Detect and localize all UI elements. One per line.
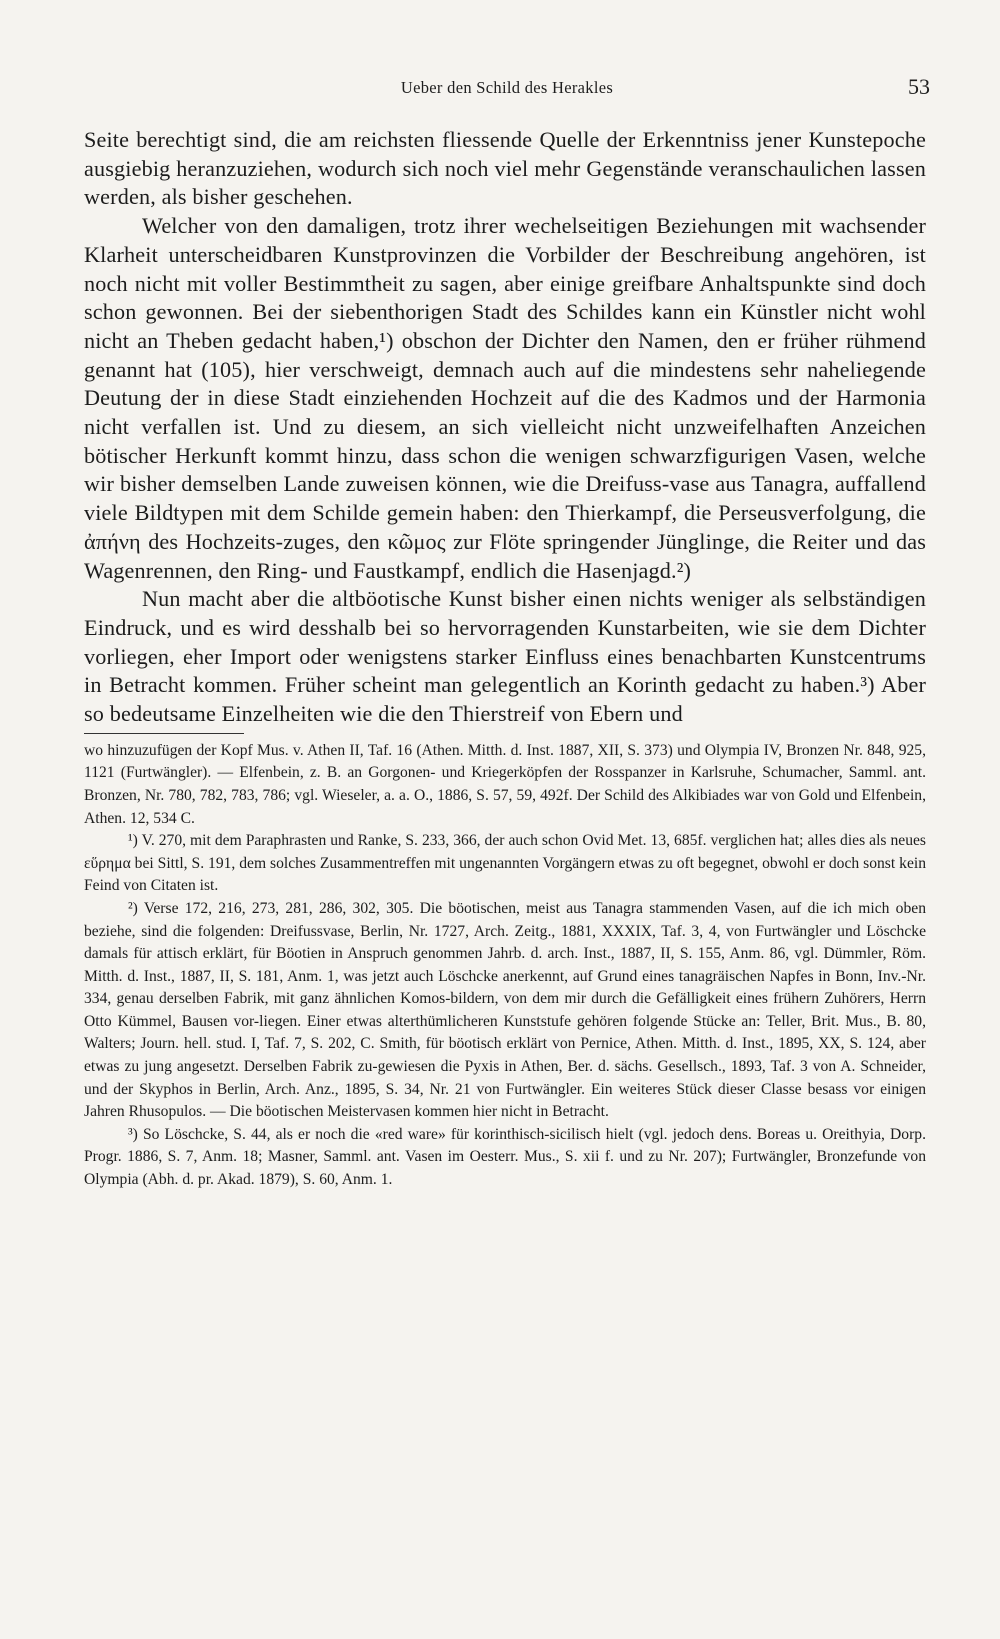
footnotes — [84, 740, 926, 1192]
footnote-3: ³) So Löschcke, S. 44, als er noch die «red ware» für korinthisch-sicilisch hielt (vgl. jedoch dens. Boreas u. Oreithyia, Dorp. Progr. 1886, S. 7, Anm. 18; Masner, Samml. ant. Vasen im Oesterr. Mus., S. xii f. und zu Nr. 207); Furtwängler, Bronzefunde von Olympia (Abh. d. pr. Akad. 1879), S. 60, Anm. 1. — [84, 1125, 926, 1189]
main-text — [84, 126, 926, 729]
page-number: 53 — [908, 74, 930, 99]
running-header — [84, 74, 930, 108]
paragraph: Nun macht aber die altböotische Kunst bisher einen nichts weniger als selbständigen Eindruck, und es wird desshalb bei so hervorragenden Kunstarbeiten, wie sie dem Dichter vorliegen, eher Import oder wenigstens starker Einfluss eines benachbarten Kunstcentrums in Betracht kommen. Früher scheint man gelegentlich an Korinth gedacht zu haben.³) Aber so bedeutsame Einzelheiten wie die den Thierstreif von Ebern und — [84, 586, 926, 727]
footnote-1: ¹) V. 270, mit dem Paraphrasten und Ranke, S. 233, 366, der auch schon Ovid Met. 13, 685f. verglichen hat; alles dies als neues εὕρημα bei Sittl, S. 191, dem solches Zusammentreffen mit ungenannten Vorgängern etwas zu oft begegnet, obwohl er doch sonst kein Feind von Citaten ist. — [84, 832, 926, 895]
footnote-2: ²) Verse 172, 216, 273, 281, 286, 302, 305. Die böotischen, meist aus Tanagra stammenden Vasen, auf die ich mich oben beziehe, sind die folgenden: Dreifussvase, Berlin, Nr. 1727, Arch. Zeitg., 1881, XXXIX, Taf. 3, 4, von Furtwängler und Löschcke damals für attisch erklärt, für Böotien in Anspruch genommen Jahrb. d. arch. Inst., 1887, II, S. 155, Anm. 86, vgl. Dümmler, Röm. Mitth. d. Inst., 1887, II, S. 181, Anm. 1, was jetzt auch Löschcke anerkennt, auf Grund eines tanagräischen Napfes in Bonn, Inv.-Nr. 334, genau derselben Fabrik, mit ganz ähnlichen Komos-bildern, von dem mir durch die Gefälligkeit eines frühern Zuhörers, Herrn Otto Kümmel, Bausen vor-liegen. Einer etwas alterthümlicheren Kunststufe gehören folgende Stücke an: Teller, Brit. Mus., B. 80, Walters; Journ. hell. stud. I, Taf. 7, S. 202, C. Smith, für böotisch erklärt von Pernice, Athen. Mitth. d. Inst., 1895, XX, S. 124, aber etwas zu jung angesetzt. Derselben Fabrik zu-gewiesen die Pyxis in Athen, Ber. d. sächs. Gesellsch., 1893, Taf. 3 von A. Schneider, und der Skyphos in Berlin, Arch. Anz., 1895, S. 34, Nr. 21 von Furtwängler. Ein weiteres Stück dieser Classe besass vor einigen Jahren Rhusopulos. — Die böotischen Meistervasen kommen hier nicht in Betracht. — [84, 899, 926, 1121]
paragraph: Seite berechtigt sind, die am reichsten fliessende Quelle der Erkenntniss jener Kunstepoche ausgiebig heranzuziehen, wodurch sich noch viel mehr Gegenstände veranschaulichen lassen werden, als bisher geschehen. — [84, 127, 926, 210]
footnote-continuation: wo hinzuzufügen der Kopf Mus. v. Athen II, Taf. 16 (Athen. Mitth. d. Inst. 1887, XII, S. 373) und Olympia IV, Bronzen Nr. 848, 925, 1121 (Furtwängler). — Elfenbein, z. B. an Gorgonen- und Kriegerköpfen der Rosspanzer in Karlsruhe, Schumacher, Samml. ant. Bronzen, Nr. 780, 782, 783, 786; vgl. Wieseler, a. a. O., 1886, S. 57, 59, 492f. Der Schild des Alkibiades war von Gold und Elfenbein, Athen. 12, 534 C. — [84, 741, 926, 827]
footnote-divider — [84, 733, 244, 734]
paragraph: Welcher von den damaligen, trotz ihrer wechelseitigen Beziehungen mit wachsender Klarheit unterscheidbaren Kunstprovinzen die Vorbilder der Beschreibung angehören, ist noch nicht mit voller Bestimmtheit zu sagen, aber einige greifbare Anhaltspunkte sind doch schon gewonnen. Bei der siebenthorigen Stadt des Schildes kann ein Künstler nicht wohl nicht an Theben gedacht haben,¹) obschon der Dichter den Namen, den er früher rühmend genannt hat (105), hier verschweigt, demnach auch auf die mindestens sehr naheliegende Deutung der in diese Stadt einziehenden Hochzeit auf die des Kadmos und der Harmonia nicht verfallen ist. Und zu diesem, an sich vielleicht nicht unzweifelhaften Anzeichen bötischer Herkunft kommt hinzu, dass schon die wenigen schwarzfigurigen Vasen, welche wir bisher demselben Lande zuweisen können, wie die Dreifuss-vase aus Tanagra, auffallend viele Bildtypen mit dem Schilde gemein haben: den Thierkampf, die Perseusverfolgung, die ἀπήνη des Hochzeits-zuges, den κῶμος zur Flöte springender Jünglinge, die Reiter und das Wagenrennen, den Ring- und Faustkampf, endlich die Hasenjagd.²) — [84, 213, 926, 583]
running-title: Ueber den Schild des Herakles — [400, 78, 614, 97]
page-body — [84, 126, 926, 1192]
